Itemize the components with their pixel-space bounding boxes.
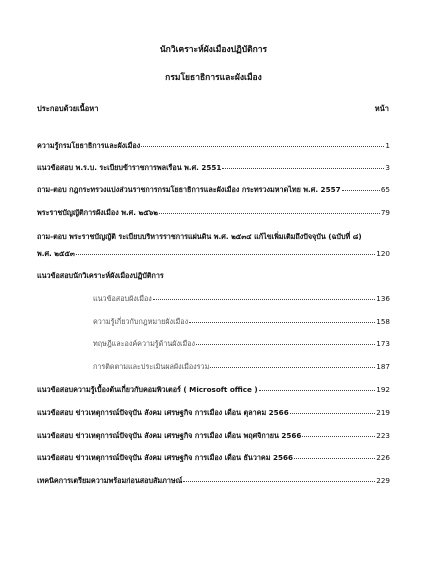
toc-subentry-title: ความรู้เกี่ยวกับกฎหมายผังเมือง bbox=[93, 317, 189, 326]
toc-entry-title: แนวข้อสอบ พ.ร.บ. ระเบียบข้าราชการพลเรือน พ.ศ. 2551 bbox=[37, 163, 222, 172]
document-title: นักวิเคราะห์ผังเมืองปฏิบัติการ bbox=[159, 45, 268, 55]
toc-entry[interactable] bbox=[37, 232, 390, 242]
toc-entry[interactable] bbox=[37, 431, 390, 441]
toc-entry[interactable] bbox=[37, 141, 390, 151]
toc-entry-page: 1 bbox=[385, 141, 390, 150]
dot-leader bbox=[196, 344, 375, 345]
toc-entry-page: 223 bbox=[376, 431, 390, 440]
toc-entry-title: ความรู้กรมโยธาธิการและผังเมือง bbox=[37, 141, 141, 150]
toc-entry-page: 120 bbox=[376, 249, 390, 258]
toc-entry-title-cont: พ.ศ. ๒๕๕๓ bbox=[37, 249, 75, 258]
dot-leader bbox=[290, 413, 376, 414]
toc-entry[interactable] bbox=[37, 385, 390, 395]
dot-leader bbox=[294, 458, 375, 459]
toc-entry-page: 192 bbox=[376, 385, 390, 394]
toc-entry-title: เทคนิคการเตรียมความพร้อมก่อนสอบสัมภาษณ์ bbox=[37, 476, 183, 485]
toc-entry-title: ถาม-ตอบ พระราชบัญญัติ ระเบียบบริหารราชการแผ่นดิน พ.ศ. ๒๕๓๔ แก้ไขเพิ่มเติมถึงปัจจุบัน (ฉบับที่ ๘) bbox=[37, 232, 362, 241]
toc-entry-page: 65 bbox=[380, 185, 390, 194]
toc-entry[interactable] bbox=[37, 185, 390, 195]
toc-entry-page: 3 bbox=[385, 163, 390, 172]
toc-entry-title: ถาม-ตอบ กฎกระทรวงแบ่งส่วนราชการกรมโยธาธิการและผังเมือง กระทรวงมหาดไทย พ.ศ. 2557 bbox=[37, 185, 341, 194]
section-heading: แนวข้อสอบนักวิเคราะห์ผังเมืองปฏิบัติการ bbox=[37, 271, 164, 280]
toc-subentry-title: ทฤษฎีและองค์ความรู้ด้านผังเมือง bbox=[93, 339, 196, 348]
toc-subentry-page: 136 bbox=[376, 294, 390, 303]
toc-entry-title: แนวข้อสอบความรู้เบื้องต้นเกี่ยวกับคอมพิวเตอร์ ( Microsoft office ) bbox=[37, 385, 258, 394]
toc-entry-page: 229 bbox=[376, 476, 390, 485]
toc-subentry[interactable] bbox=[93, 339, 390, 349]
dot-leader bbox=[183, 481, 375, 482]
toc-entry-title: แนวข้อสอบ ข่าวเหตุการณ์ปัจจุบัน สังคม เศรษฐกิจ การเมือง เดือน พฤศจิกายน 2566 bbox=[37, 431, 302, 440]
toc-subentry-page: 158 bbox=[376, 317, 390, 326]
document-subtitle: กรมโยธาธิการและผังเมือง bbox=[165, 73, 262, 83]
toc-entry[interactable] bbox=[37, 408, 390, 418]
dot-leader bbox=[222, 168, 384, 169]
toc-subentry-title: แนวข้อสอบผังเมือง bbox=[93, 294, 152, 303]
toc-subentry[interactable] bbox=[93, 317, 390, 327]
toc-subentry-page: 173 bbox=[376, 339, 390, 348]
toc-entry-continuation[interactable] bbox=[37, 249, 390, 259]
dot-leader bbox=[159, 213, 380, 214]
toc-entry[interactable] bbox=[37, 453, 390, 463]
dot-leader bbox=[342, 190, 380, 191]
dot-leader bbox=[302, 436, 375, 437]
toc-subentry[interactable] bbox=[93, 294, 390, 304]
toc-entry[interactable] bbox=[37, 208, 390, 218]
toc-entry-title: แนวข้อสอบ ข่าวเหตุการณ์ปัจจุบัน สังคม เศรษฐกิจ การเมือง เดือน ตุลาคม 2566 bbox=[37, 408, 289, 417]
toc-subentry-title: การติดตามและประเมินผลผังเมืองรวม bbox=[93, 362, 210, 371]
toc-entry-page: 219 bbox=[376, 408, 390, 417]
toc-entry[interactable] bbox=[37, 476, 390, 486]
dot-leader bbox=[153, 299, 375, 300]
toc-entry-page: 226 bbox=[376, 453, 390, 462]
toc-entry-title: พระราชบัญญัติการผังเมือง พ.ศ. ๒๕๖๒ bbox=[37, 208, 158, 217]
toc-entry[interactable] bbox=[37, 163, 390, 173]
dot-leader bbox=[210, 367, 375, 368]
toc-entry-page: 79 bbox=[380, 208, 390, 217]
dot-leader bbox=[141, 146, 384, 147]
dot-leader bbox=[189, 322, 375, 323]
dot-leader bbox=[76, 254, 375, 255]
toc-subentry-page: 187 bbox=[376, 362, 390, 371]
toc-entry-title: แนวข้อสอบ ข่าวเหตุการณ์ปัจจุบัน สังคม เศรษฐกิจ การเมือง เดือน ธันวาคม 2566 bbox=[37, 453, 293, 462]
dot-leader bbox=[259, 390, 376, 391]
toc-subentry[interactable] bbox=[93, 362, 390, 372]
page-column-label: หน้า bbox=[374, 104, 389, 113]
contents-label: ประกอบด้วยเนื้อหา bbox=[37, 104, 99, 113]
